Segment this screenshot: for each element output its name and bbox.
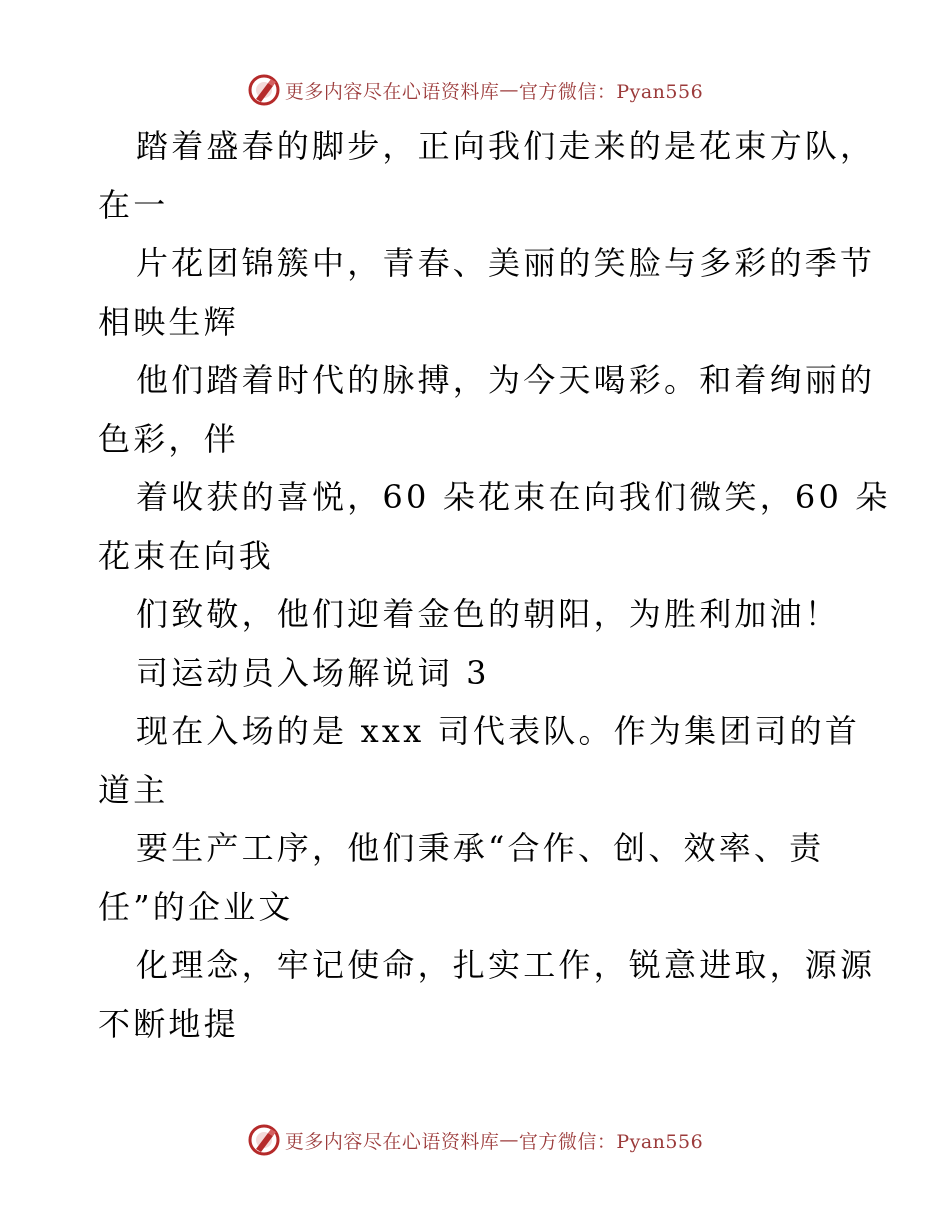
banner-wechat-text: 官方微信：Pyan556 (518, 80, 704, 103)
pen-nib-logo-icon (247, 1123, 281, 1157)
text-line: 要生产工序，他们秉承“合作、创、效率、责 (136, 829, 825, 867)
text-line: 相映生辉 (98, 302, 239, 341)
text-line: 们致敬，他们迎着金色的朝阳，为胜利加油！ (136, 595, 841, 633)
text-line: 花束在向我 (98, 536, 275, 575)
banner-wechat-text: 官方微信：Pyan556 (518, 1130, 704, 1153)
banner-site-text: 更多内容尽在心语资料库 (284, 1130, 500, 1153)
text-line: 道主 (98, 770, 169, 809)
document-body (98, 117, 891, 1053)
footer-banner (0, 1120, 950, 1160)
pen-nib-logo-icon (247, 73, 281, 107)
text-line: 着收获的喜悦，60 朵花束在向我们微笑，60 朵 (136, 478, 891, 516)
text-line: 色彩，伴 (98, 419, 239, 458)
text-line: 化理念，牢记使命，扎实工作，锐意进取，源源 (136, 946, 876, 984)
header-banner (0, 70, 950, 110)
banner-separator: — (499, 1129, 519, 1151)
section-heading: 司运动员入场解说词 3 (136, 653, 490, 692)
banner-site-text: 更多内容尽在心语资料库 (284, 80, 500, 103)
text-line: 不断地提 (98, 1004, 239, 1043)
text-line: 任”的企业文 (98, 887, 294, 926)
text-line: 他们踏着时代的脉搏，为今天喝彩。和着绚丽的 (136, 361, 876, 399)
text-line: 踏着盛春的脚步，正向我们走来的是花束方队， (136, 127, 876, 165)
banner-separator: — (499, 79, 519, 101)
text-line: 片花团锦簇中，青春、美丽的笑脸与多彩的季节 (136, 244, 876, 282)
text-line: 现在入场的是 xxx 司代表队。作为集团司的首 (136, 712, 861, 750)
text-line: 在一 (98, 185, 169, 224)
